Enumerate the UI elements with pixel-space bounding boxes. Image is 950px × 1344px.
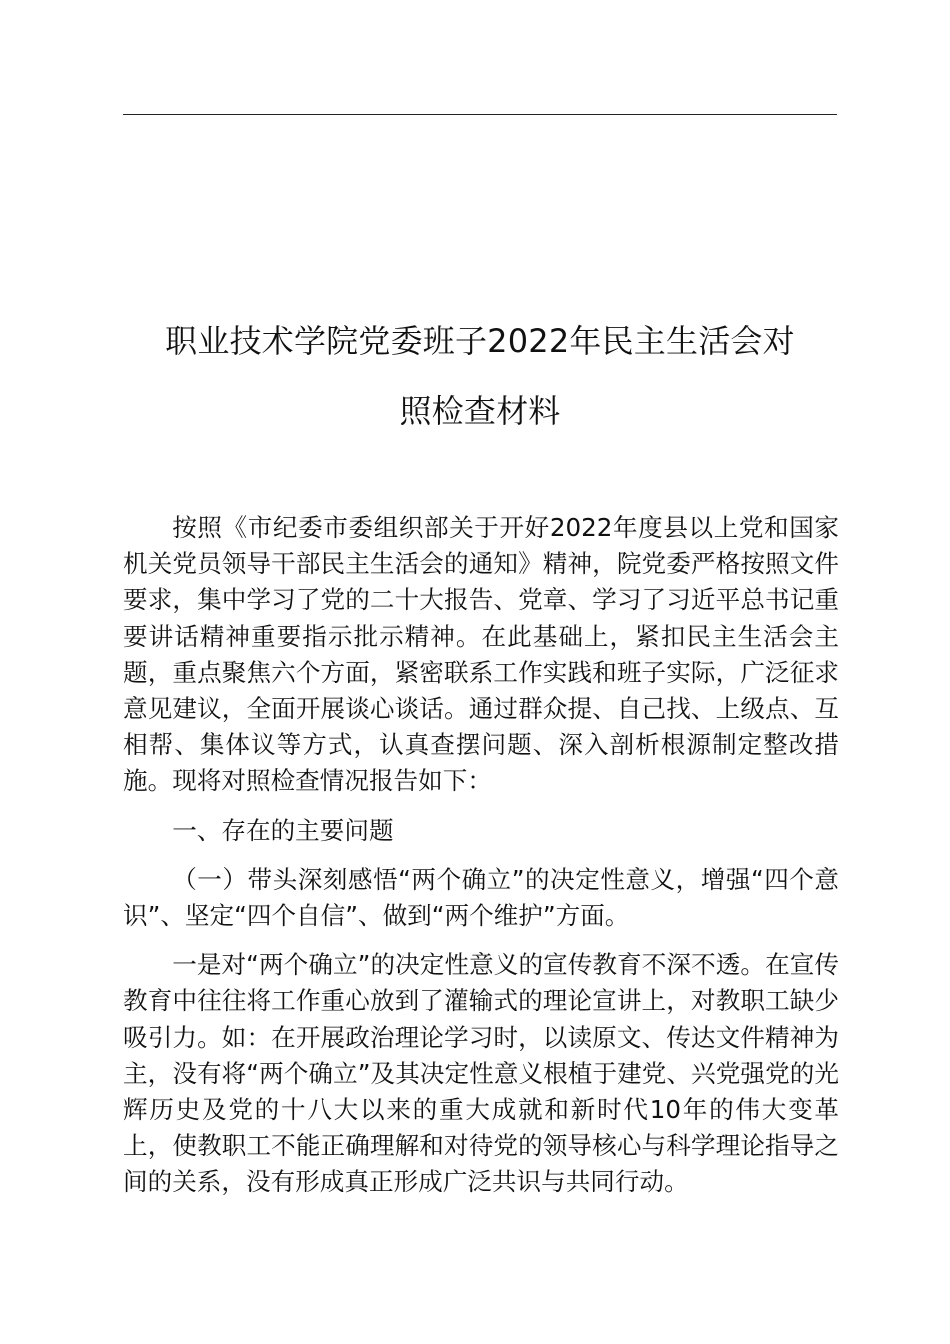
title-line-1: 职业技术学院党委班子2022年民主生活会对 [165, 322, 795, 360]
intro-paragraph: 按照《市纪委市委组织部关于开好2022年度县以上党和国家机关党员领导干部民主生活会的通知》精神，院党委严格按照文件要求，集中学习了党的二十大报告、党章、学习了习近平总书记重要讲话精神重要指示批示精神。在此基础上，紧扣民主生活会主题，重点聚焦六个方面，紧密联系工作实践和班子实际，广泛征求意见建议，全面开展谈心谈话。通过群众提、自己找、上级点、互相帮、集体议等方式，认真查摆问题、深入剖析根源制定整改措施。现将对照检查情况报告如下： [123, 513, 839, 796]
document-title [110, 306, 850, 446]
subsection-heading: （一）带头深刻感悟“两个确立”的决定性意义，增强“四个意识”、坚定“四个自信”、做到“两个维护”方面。 [123, 864, 839, 931]
title-line-2: 照检查材料 [399, 392, 561, 430]
header-rule [123, 114, 837, 115]
section-heading: 一、存在的主要问题 [172, 815, 394, 845]
body-paragraph: 一是对“两个确立”的决定性意义的宣传教育不深不透。在宣传教育中往往将工作重心放到了灌输式的理论宣讲上，对教职工缺少吸引力。如：在开展政治理论学习时，以读原文、传达文件精神为主，没有将“两个确立”及其决定性意义根植于建党、兴党强党的光辉历史及党的十八大以来的重大成就和新时代10年的伟大变革上，使教职工不能正确理解和对待党的领导核心与科学理论指导之间的关系，没有形成真正形成广泛共识与共同行动。 [123, 950, 839, 1197]
document-body [123, 510, 839, 1201]
